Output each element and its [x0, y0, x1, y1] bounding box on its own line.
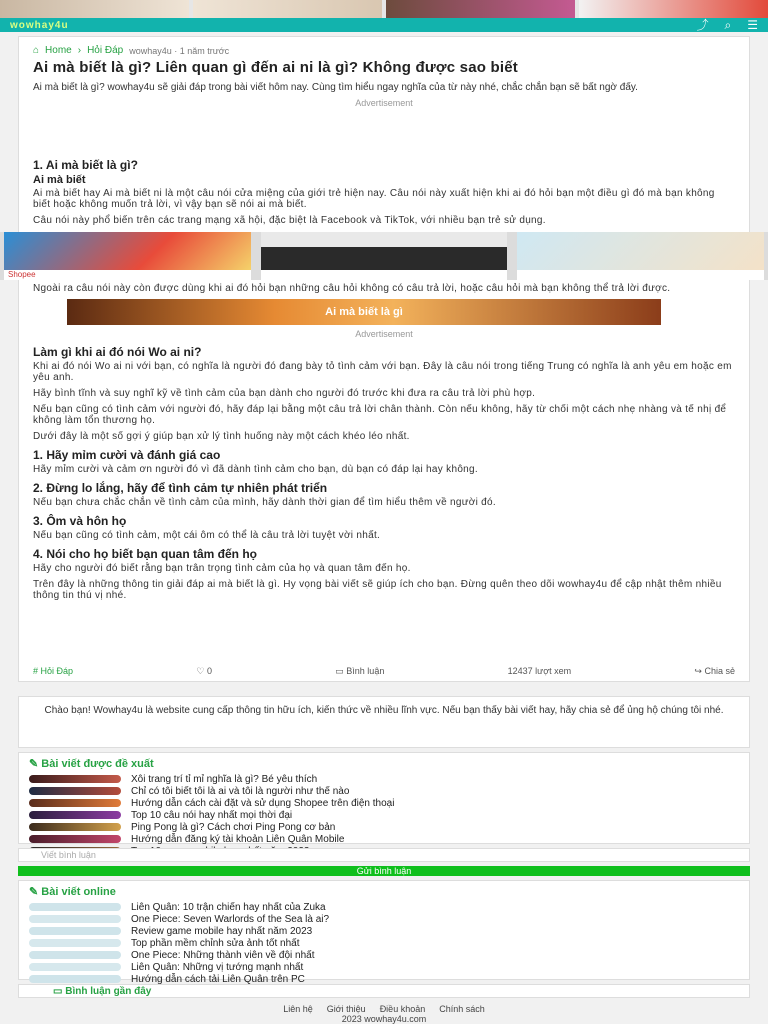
article-title: Ai mà biết là gì? Liên quan gì đến ai ni là gì? Không được sao biết	[33, 59, 518, 76]
top-thumbnail-strip	[0, 0, 768, 18]
paragraph: Câu nói này phổ biến trên các trang mạng xã hội, đặc biệt là Facebook và TikTok, với nhiều bạn trẻ sử dụng.	[33, 215, 546, 226]
ad-product-label	[261, 270, 508, 280]
ad-device[interactable]	[517, 232, 764, 280]
online-item[interactable]	[29, 925, 739, 937]
ad-label-shopee: Shopee	[4, 270, 251, 280]
ad-device-label	[517, 270, 764, 280]
search-icon[interactable]: ⌕	[724, 18, 732, 32]
breadcrumb-separator: ›	[77, 45, 82, 56]
related-thumb	[29, 811, 121, 819]
share-button[interactable]	[694, 666, 735, 677]
recent-comments-title: Bình luận gần đây	[65, 986, 152, 997]
related-item-title: Hướng dẫn cách cài đặt và sử dụng Shopee trên điện thoại	[131, 797, 395, 809]
related-title	[29, 757, 739, 770]
section-subheading: Ai mà biết	[33, 174, 86, 186]
hero-caption: Ai mà biết là gì	[325, 306, 403, 318]
top-thumbnail[interactable]	[386, 0, 575, 18]
online-item-title: Review game mobile hay nhất năm 2023	[131, 925, 313, 937]
related-item-title: Chỉ có tôi biết tôi là ai và tôi là người như thế nào	[131, 785, 350, 797]
online-thumb	[29, 939, 121, 947]
related-thumb	[29, 835, 121, 843]
paragraph: Trên đây là những thông tin giải đáp ai mà biết là gì. Hy vọng bài viết sẽ giúp ích cho bạn. Đừng quên theo dõi wowhay4u để cập nhật thêm nhiều thông tin thú vị nhé.	[33, 579, 722, 601]
paragraph: Nếu bạn chưa chắc chắn về tình cảm của mình, hãy dành thời gian để tìm hiểu thêm về người đó.	[33, 497, 496, 508]
related-item[interactable]	[29, 833, 739, 845]
online-item[interactable]	[29, 901, 739, 913]
ad-strip	[0, 232, 768, 280]
like-button[interactable]	[196, 666, 212, 677]
share-icon: ↪	[694, 666, 702, 676]
online-thumb	[29, 963, 121, 971]
section-heading: 1. Ai mà biết là gì?	[33, 158, 138, 172]
related-thumb	[29, 799, 121, 807]
recent-comments	[18, 984, 750, 998]
paragraph: Dưới đây là một số gợi ý giúp bạn xử lý tình huống này một cách khéo léo nhất.	[33, 431, 410, 442]
related-item-title: Top 10 câu nói hay nhất mọi thời đại	[131, 809, 293, 821]
paragraph: Khi ai đó nói Wo ai ni với bạn, có nghĩa là người đó đang bày tỏ tình cảm với bạn. Đây là câu nói trong tiếng Trung có nghĩa là anh yêu em hoặc em yêu anh.	[33, 361, 732, 383]
ad-slot	[33, 110, 735, 152]
hero-image	[67, 299, 661, 325]
ad-image	[261, 232, 508, 270]
related-item[interactable]	[29, 785, 739, 797]
breadcrumb-category[interactable]: Hỏi Đáp	[87, 45, 124, 56]
related-item[interactable]	[29, 797, 739, 809]
notice-text: Chào bạn! Wowhay4u là website cung cấp thông tin hữu ích, kiến thức về nhiều lĩnh vực. Nếu bạn thấy bài viết hay, hãy chia sẻ để ủng hộ chúng tôi nhé.	[44, 705, 724, 716]
comment-label: Bình luận	[346, 666, 385, 676]
copyright: 2023 wowhay4u.com	[341, 1014, 427, 1024]
online-item-title: Top phần mềm chỉnh sửa ảnh tốt nhất	[131, 937, 300, 949]
comment-icon: ▭	[335, 666, 344, 676]
ad-label: Advertisement	[355, 329, 413, 339]
online-thumb	[29, 927, 121, 935]
online-thumb	[29, 903, 121, 911]
online-item[interactable]	[29, 937, 739, 949]
footer-link[interactable]: Chính sách	[439, 1004, 485, 1014]
footer-link[interactable]: Giới thiệu	[326, 1004, 366, 1014]
online-item-title: Liên Quân: 10 trận chiến hay nhất của Zuka	[131, 901, 326, 913]
paragraph: Hãy bình tĩnh và suy nghĩ kỹ về tình cảm của bạn dành cho người đó trước khi đưa ra câu trả lời phù hợp.	[33, 388, 536, 399]
pen-icon: ✎	[29, 886, 39, 898]
related-thumb	[29, 775, 121, 783]
online-item-title: Liên Quân: Những vị tướng mạnh nhất	[131, 961, 304, 973]
submit-comment-button[interactable]: Gửi bình luận	[18, 866, 750, 876]
related-item-title: Hướng dẫn đăng ký tài khoản Liên Quân Mobile	[131, 833, 345, 845]
related-item[interactable]	[29, 821, 739, 833]
breadcrumb	[33, 45, 735, 56]
online-title-text: Bài viết online	[41, 886, 116, 898]
comment-input[interactable]: Viết bình luận	[18, 848, 750, 862]
ad-image	[517, 232, 764, 270]
ad-label: Advertisement	[355, 98, 413, 108]
related-thumb	[29, 787, 121, 795]
online-list	[29, 901, 739, 985]
site-notice	[18, 696, 750, 748]
paragraph: Nếu bạn cũng có tình cảm, một cái ôm có thể là câu trả lời tuyệt vời nhất.	[33, 530, 381, 541]
like-count: 0	[206, 666, 212, 676]
paragraph: Hãy mỉm cười và cảm ơn người đó vì đã dành tình cảm cho bạn, dù bạn có đáp lại hay không.	[33, 464, 478, 475]
top-thumbnail[interactable]	[193, 0, 382, 18]
online-item-title: One Piece: Seven Warlords of the Sea là ai?	[131, 913, 330, 925]
ad-product[interactable]	[261, 232, 508, 280]
paragraph: Nếu bạn cũng có tình cảm với người đó, hãy đáp lại bằng một câu trả lời chân thành. Còn nếu không, hãy từ chối một cách nhẹ nhàng và tế nhị để không làm tổn thương họ.	[33, 404, 727, 426]
breadcrumb-home[interactable]: Home	[45, 45, 72, 56]
article-card	[18, 36, 750, 682]
site-logo[interactable]: wowhay4u	[10, 19, 69, 31]
online-thumb	[29, 975, 121, 983]
related-item[interactable]	[29, 773, 739, 785]
article-footer	[33, 666, 735, 677]
site-footer	[0, 1004, 768, 1024]
footer-links	[0, 1004, 768, 1014]
related-item-title: Xôi trang trí tỉ mỉ nghĩa là gì? Bé yêu thích	[131, 773, 318, 785]
online-title	[29, 885, 739, 898]
top-thumbnail[interactable]	[0, 0, 189, 18]
footer-link[interactable]: Liên hệ	[283, 1004, 313, 1014]
online-item-title: Hướng dẫn cách tải Liên Quân trên PC	[131, 973, 305, 985]
ad-shopee[interactable]	[4, 232, 251, 280]
home-icon[interactable]: ⌂	[33, 45, 40, 56]
online-item[interactable]	[29, 961, 739, 973]
footer-link[interactable]: Điều khoản	[379, 1004, 426, 1014]
share-label: Chia sẻ	[704, 666, 735, 676]
article-tag[interactable]: # Hỏi Đáp	[33, 666, 74, 676]
subsection-heading: 1. Hãy mỉm cười và đánh giá cao	[33, 448, 221, 462]
subsection-heading: 3. Ôm và hôn họ	[33, 514, 127, 528]
share-icon[interactable]: ⤴	[696, 18, 709, 32]
heart-icon: ♡	[196, 666, 205, 676]
article-meta: wowhay4u · 1 năm trước	[129, 45, 230, 56]
online-item[interactable]	[29, 949, 739, 961]
related-list	[29, 773, 739, 857]
article-sapo: Ai mà biết là gì? wowhay4u sẽ giải đáp trong bài viết hôm nay. Cùng tìm hiểu ngay nghĩa của từ này nhé, chắc chắn bạn sẽ bất ngờ đấy.	[33, 82, 638, 93]
site-header	[0, 18, 768, 32]
related-thumb	[29, 823, 121, 831]
online-posts	[18, 880, 750, 985]
top-thumbnail[interactable]	[579, 0, 768, 18]
ad-image	[4, 232, 251, 270]
paragraph: Ai mà biết hay Ai mà biết ni là một câu nói cửa miệng của giới trẻ hiện nay. Câu nói này xuất hiện khi ai đó hỏi bạn một điều gì đó mà bạn không biết hoặc không muốn trả lời, vì vậy bạn sẽ nói ai mà biết.	[33, 188, 715, 210]
subsection-heading: 4. Nói cho họ biết bạn quan tâm đến họ	[33, 547, 258, 561]
section-heading: Làm gì khi ai đó nói Wo ai ni?	[33, 345, 202, 359]
views-count: 12437 lượt xem	[507, 666, 572, 676]
menu-icon[interactable]: ☰	[747, 18, 758, 32]
comment-button[interactable]	[335, 666, 384, 677]
online-thumb	[29, 915, 121, 923]
header-icons	[696, 19, 758, 31]
related-title-text: Bài viết được đề xuất	[41, 758, 154, 770]
online-thumb	[29, 951, 121, 959]
subsection-heading: 2. Đừng lo lắng, hãy để tình cảm tự nhiên phát triển	[33, 481, 328, 495]
related-item-title: Ping Pong là gì? Cách chơi Ping Pong cơ bản	[131, 821, 336, 833]
online-item-title: One Piece: Những thành viên về đội nhất	[131, 949, 315, 961]
related-posts	[18, 752, 750, 844]
paragraph: Ngoài ra câu nói này còn được dùng khi ai đó hỏi bạn những câu hỏi không có câu trả lời, hoặc câu hỏi mà bạn không thể trả lời được.	[33, 283, 671, 294]
paragraph: Hãy cho người đó biết rằng bạn trân trọng tình cảm của họ và quan tâm đến họ.	[33, 563, 411, 574]
comment-icon: ▭	[53, 986, 63, 997]
pen-icon: ✎	[29, 758, 39, 770]
online-item[interactable]	[29, 913, 739, 925]
related-item[interactable]	[29, 809, 739, 821]
